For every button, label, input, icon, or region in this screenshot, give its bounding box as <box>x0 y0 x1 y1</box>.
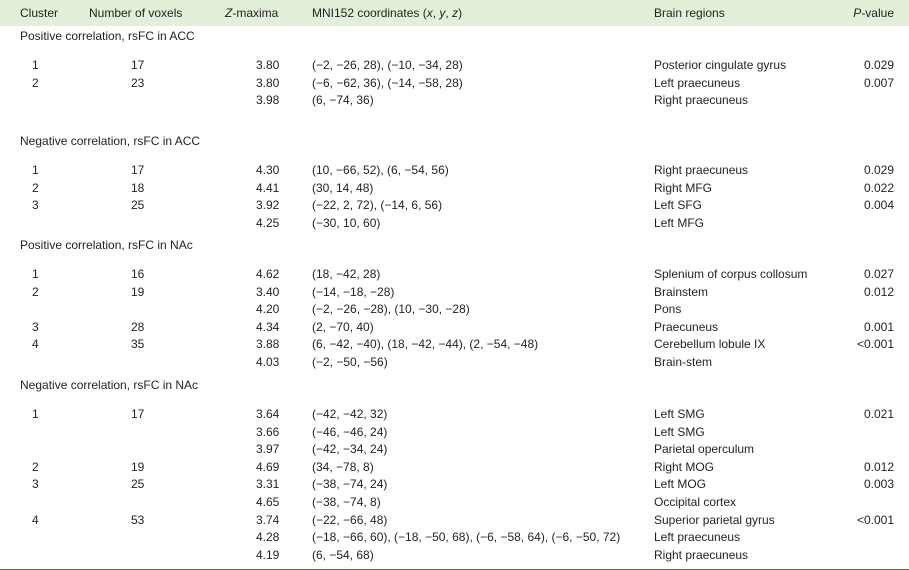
cell-mni-coordinates: (34, −78, 8) <box>312 459 374 474</box>
table-row <box>0 441 909 458</box>
table-row <box>0 266 909 283</box>
cell-voxels: 19 <box>131 284 145 299</box>
cell-brain-region: Splenium of corpus collosum <box>654 267 808 281</box>
table-row <box>0 529 909 546</box>
cell-brain-region: Left MOG <box>654 477 707 492</box>
cell-brain-region: Right praecuneus <box>654 163 749 177</box>
cell-cluster: 3 <box>32 319 39 334</box>
cell-mni-coordinates: (−22, 2, 72), (−14, 6, 56) <box>312 198 443 213</box>
table-row <box>0 57 909 74</box>
cell-z-maxima: 4.30 <box>256 163 280 177</box>
cell-voxels: 19 <box>131 459 145 474</box>
cell-cluster: 1 <box>32 407 39 421</box>
cell-z-maxima: 4.03 <box>256 355 280 369</box>
cell-z-maxima: 3.98 <box>256 93 280 108</box>
cell-z-maxima: 4.19 <box>256 547 280 562</box>
table-row <box>0 180 909 197</box>
cell-p-value: 0.004 <box>863 198 894 213</box>
cell-brain-region: Left praecuneus <box>654 75 741 90</box>
cell-brain-region: Right praecuneus <box>654 93 749 108</box>
header-p-value: P-value <box>853 6 894 20</box>
table-row <box>0 459 909 476</box>
cell-z-maxima: 3.66 <box>256 424 280 439</box>
cell-z-maxima: 3.31 <box>256 477 280 492</box>
cell-p-value: <0.001 <box>856 337 894 352</box>
cell-brain-region: Left praecuneus <box>654 530 741 545</box>
cell-voxels: 23 <box>131 75 145 90</box>
cell-voxels: 28 <box>131 319 145 334</box>
cell-mni-coordinates: (−30, 10, 60) <box>312 215 381 230</box>
cell-cluster: 1 <box>32 163 39 177</box>
cell-cluster: 2 <box>32 180 39 195</box>
cell-voxels: 16 <box>131 267 145 281</box>
cell-z-maxima: 3.40 <box>256 284 280 299</box>
cell-brain-region: Brainstem <box>654 284 709 299</box>
cell-z-maxima: 3.92 <box>256 198 280 213</box>
table-row <box>0 512 909 529</box>
header-cluster: Cluster <box>20 6 59 20</box>
cell-mni-coordinates: (6, −54, 68) <box>312 547 374 562</box>
cell-cluster: 4 <box>32 512 39 527</box>
cell-brain-region: Left SFG <box>654 198 703 213</box>
cell-z-maxima: 3.80 <box>256 75 280 90</box>
section-title: Positive correlation, rsFC in ACC <box>20 29 195 43</box>
cell-z-maxima: 4.62 <box>256 267 280 281</box>
cell-brain-region: Superior parietal gyrus <box>654 512 775 527</box>
cell-p-value: 0.021 <box>863 407 894 421</box>
cell-mni-coordinates: (−2, −26, −28), (10, −30, −28) <box>312 302 470 317</box>
table-row <box>0 354 909 371</box>
cell-voxels: 25 <box>131 198 145 213</box>
cell-mni-coordinates: (−38, −74, 8) <box>312 495 381 509</box>
cell-voxels: 17 <box>131 407 145 421</box>
cell-z-maxima: 3.97 <box>256 442 280 457</box>
cell-p-value: 0.029 <box>863 163 894 177</box>
table-row <box>0 336 909 353</box>
cell-mni-coordinates: (−42, −34, 24) <box>312 442 388 457</box>
cell-brain-region: Left SMG <box>654 424 705 439</box>
table-row <box>0 197 909 214</box>
cell-cluster: 1 <box>32 58 39 72</box>
cell-brain-region: Right MOG <box>654 459 715 474</box>
cell-cluster: 2 <box>32 75 39 90</box>
cell-brain-region: Left MFG <box>654 215 705 230</box>
cell-brain-region: Brain-stem <box>654 355 713 369</box>
cell-mni-coordinates: (6, −74, 36) <box>312 93 374 108</box>
cell-voxels: 35 <box>131 337 145 352</box>
cell-z-maxima: 3.64 <box>256 407 280 421</box>
cell-mni-coordinates: (2, −70, 40) <box>312 319 374 334</box>
cell-mni-coordinates: (−14, −18, −28) <box>312 284 395 299</box>
cell-p-value: 0.003 <box>863 477 894 492</box>
section-title-row <box>0 134 909 151</box>
cell-cluster: 2 <box>32 459 39 474</box>
cell-p-value: 0.027 <box>863 267 894 281</box>
table-row <box>0 301 909 318</box>
cell-mni-coordinates: (−18, −66, 60), (−18, −50, 68), (−6, −58, 64), (−6, −50, 72) <box>312 530 621 545</box>
header-region: Brain regions <box>654 6 725 20</box>
cell-mni-coordinates: (−2, −26, 28), (−10, −34, 28) <box>312 58 463 72</box>
cell-cluster: 1 <box>32 267 39 281</box>
table-row <box>0 494 909 511</box>
cell-mni-coordinates: (−42, −42, 32) <box>312 407 388 421</box>
table-row <box>0 476 909 493</box>
cell-p-value: <0.001 <box>856 512 894 527</box>
header-z-maxima: Z-maxima <box>225 6 279 20</box>
cell-z-maxima: 4.65 <box>256 495 280 509</box>
cell-z-maxima: 4.34 <box>256 319 280 334</box>
cell-cluster: 3 <box>32 198 39 213</box>
cell-voxels: 17 <box>131 58 145 72</box>
header-mni: MNI152 coordinates (x, y, z) <box>312 6 463 20</box>
cell-brain-region: Praecuneus <box>654 319 719 334</box>
cell-cluster: 3 <box>32 477 39 492</box>
cell-p-value: 0.012 <box>863 459 894 474</box>
table-row <box>0 215 909 232</box>
cell-z-maxima: 3.88 <box>256 337 280 352</box>
cell-z-maxima: 4.69 <box>256 459 280 474</box>
cell-p-value: 0.012 <box>863 284 894 299</box>
cell-brain-region: Left SMG <box>654 407 705 421</box>
cell-mni-coordinates: (18, −42, 28) <box>312 267 381 281</box>
table-row <box>0 424 909 441</box>
table-row <box>0 284 909 301</box>
table-row <box>0 162 909 179</box>
table-row <box>0 547 909 564</box>
cell-voxels: 25 <box>131 477 145 492</box>
table-row <box>0 75 909 92</box>
cell-brain-region: Occipital cortex <box>654 495 737 509</box>
cell-cluster: 4 <box>32 337 39 352</box>
cell-cluster: 2 <box>32 284 39 299</box>
section-title-row <box>0 378 909 395</box>
cell-mni-coordinates: (10, −66, 52), (6, −54, 56) <box>312 163 449 177</box>
cell-p-value: 0.007 <box>863 75 894 90</box>
table-row <box>0 406 909 423</box>
table-row <box>0 319 909 336</box>
cell-z-maxima: 4.41 <box>256 180 280 195</box>
cell-brain-region: Cerebellum lobule IX <box>654 337 766 352</box>
cell-voxels: 18 <box>131 180 145 195</box>
table-row <box>0 92 909 109</box>
cell-mni-coordinates: (−46, −46, 24) <box>312 424 388 439</box>
cell-z-maxima: 3.74 <box>256 512 280 527</box>
cell-mni-coordinates: (−6, −62, 36), (−14, −58, 28) <box>312 75 463 90</box>
cell-brain-region: Parietal operculum <box>654 442 755 457</box>
section-title-row <box>0 29 909 46</box>
cell-p-value: 0.029 <box>863 58 894 72</box>
cell-brain-region: Right MFG <box>654 180 713 195</box>
table-header <box>0 0 909 26</box>
cell-voxels: 17 <box>131 163 145 177</box>
cell-brain-region: Pons <box>654 302 682 317</box>
header-voxels: Number of voxels <box>89 6 183 20</box>
cell-brain-region: Right praecuneus <box>654 547 749 562</box>
cell-z-maxima: 4.25 <box>256 215 280 230</box>
cell-mni-coordinates: (30, 14, 48) <box>312 180 374 195</box>
cell-z-maxima: 3.80 <box>256 58 280 72</box>
section-title: Negative correlation, rsFC in NAc <box>20 378 199 392</box>
cell-mni-coordinates: (−38, −74, 24) <box>312 477 388 492</box>
section-title-row <box>0 238 909 255</box>
cell-z-maxima: 4.28 <box>256 530 280 545</box>
cell-mni-coordinates: (−22, −66, 48) <box>312 512 388 527</box>
cell-z-maxima: 4.20 <box>256 302 280 317</box>
cell-mni-coordinates: (6, −42, −40), (18, −42, −44), (2, −54, −48) <box>312 337 539 352</box>
cell-p-value: 0.022 <box>863 180 894 195</box>
section-title: Negative correlation, rsFC in ACC <box>20 134 201 148</box>
cell-p-value: 0.001 <box>863 319 894 334</box>
section-title: Positive correlation, rsFC in NAc <box>20 238 193 252</box>
cell-voxels: 53 <box>131 512 145 527</box>
cell-brain-region: Posterior cingulate gyrus <box>654 58 787 72</box>
cell-mni-coordinates: (−2, −50, −56) <box>312 355 388 369</box>
